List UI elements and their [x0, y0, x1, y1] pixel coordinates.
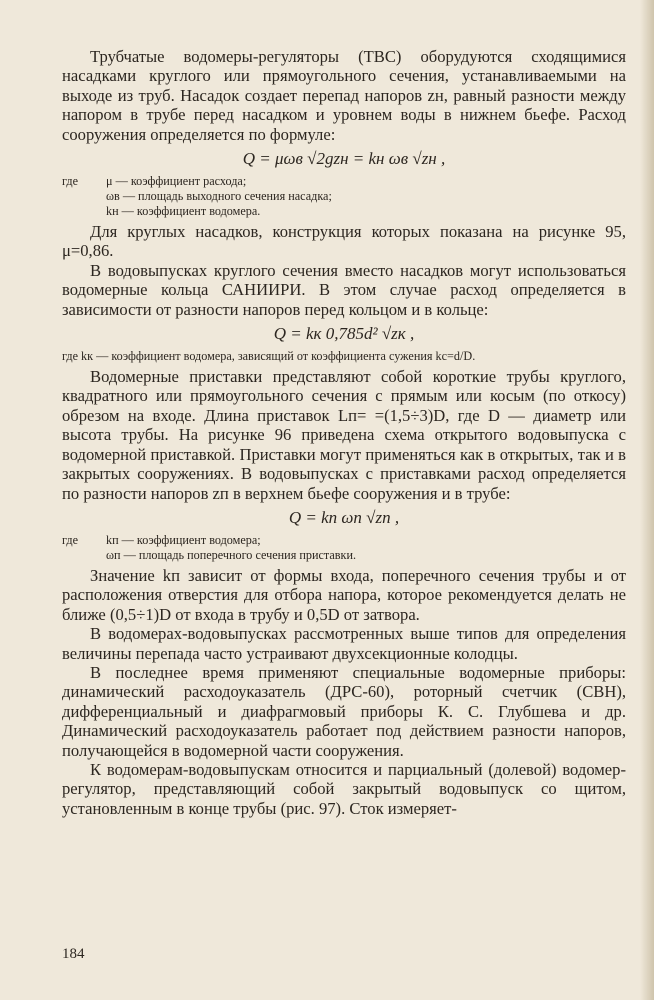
paragraph-8: К водомерам-водовыпускам относится и парциальный (долевой) водомер-регулятор, представляющий собой закрытый водовыпуск со щитом, установленным в конце трубы (рис. 97). Сток измеряет- [62, 759, 626, 818]
paragraph-7: В последнее время применяют специальные водомерные приборы: динамический расходоуказатель (ДРС-60), роторный счетчик (СВН), дифференциальный и диафрагмовый приборы К. С. Глубшева и др. Динамический расходоуказатель работает под действием разности напоров, получающейся в водомерной части сооружения. [62, 662, 626, 760]
paragraph-1: Трубчатые водомеры-регуляторы (ТВС) оборудуются сходящимися насадками круглого или прямоугольного сечения, устанавливаемыми на выходе из труб. Насадок создает перепад напоров zн, равный разности между напором в трубе перед насадком и уровнем воды в нижнем бьефе. Расход сооружения определяется по формуле: [62, 47, 626, 144]
where-block-3 [62, 533, 626, 563]
page-number: 184 [62, 946, 85, 962]
definition-kp: kп — коэффициент водомера; [106, 532, 261, 547]
definition-k: kн — коэффициент водомера. [106, 204, 261, 219]
paragraph-4: Водомерные приставки представляют собой короткие трубы круглого, квадратного или прямоугольного сечения с прямым или косым (по откосу) обрезом на входе. Длина приставок Lп= =(1,5÷3)D, где D — диаметр или высота трубы. На рисунке 96 приведена схема открытого водовыпуска с водомерной приставкой. Приставки могут применяться как в открытых, так и в закрытых сооружениях. В водовыпусках с приставками расход определяется по разности напоров zп в верхнем бьефе сооружения и в трубе: [62, 367, 626, 503]
where-block-1 [62, 174, 626, 219]
definition-omega: ωв — площадь выходного сечения насадка; [106, 189, 332, 204]
definition-omega-p: ωп — площадь поперечного сечения приставки. [106, 547, 357, 562]
paragraph-2: Для круглых насадков, конструкция которых показана на рисунке 95, μ=0,86. [62, 222, 626, 261]
where-block-2: где kк — коэффициент водомера, зависящий от коэффициента сужения kс=d/D. [62, 349, 476, 364]
formula-1: Q = μωв √2gzн = kн ωв √zн , [242, 149, 446, 169]
formula-2: Q = kк 0,785d² √zк , [273, 324, 415, 344]
formula-3: Q = kп ωп √zп , [288, 507, 400, 527]
where-label: где [62, 174, 79, 189]
where-label: где [62, 532, 79, 547]
paragraph-5: Значение kп зависит от формы входа, поперечного сечения трубы и от расположения отверстия для отбора напора, которое рекомендуется делать не ближе (0,5÷1)D от входа в трубу и 0,5D от затвора. [62, 565, 626, 624]
paragraph-6: В водомерах-водовыпусках рассмотренных выше типов для определения величины перепада часто устраивают двухсекционные колодцы. [62, 624, 626, 663]
definition-mu: μ — коэффициент расхода; [106, 174, 247, 189]
paragraph-3: В водовыпусках круглого сечения вместо насадков могут использоваться водомерные кольца САНИИРИ. В этом случае расход определяется в зависимости от разности напоров перед кольцом и в кольце: [62, 260, 626, 319]
